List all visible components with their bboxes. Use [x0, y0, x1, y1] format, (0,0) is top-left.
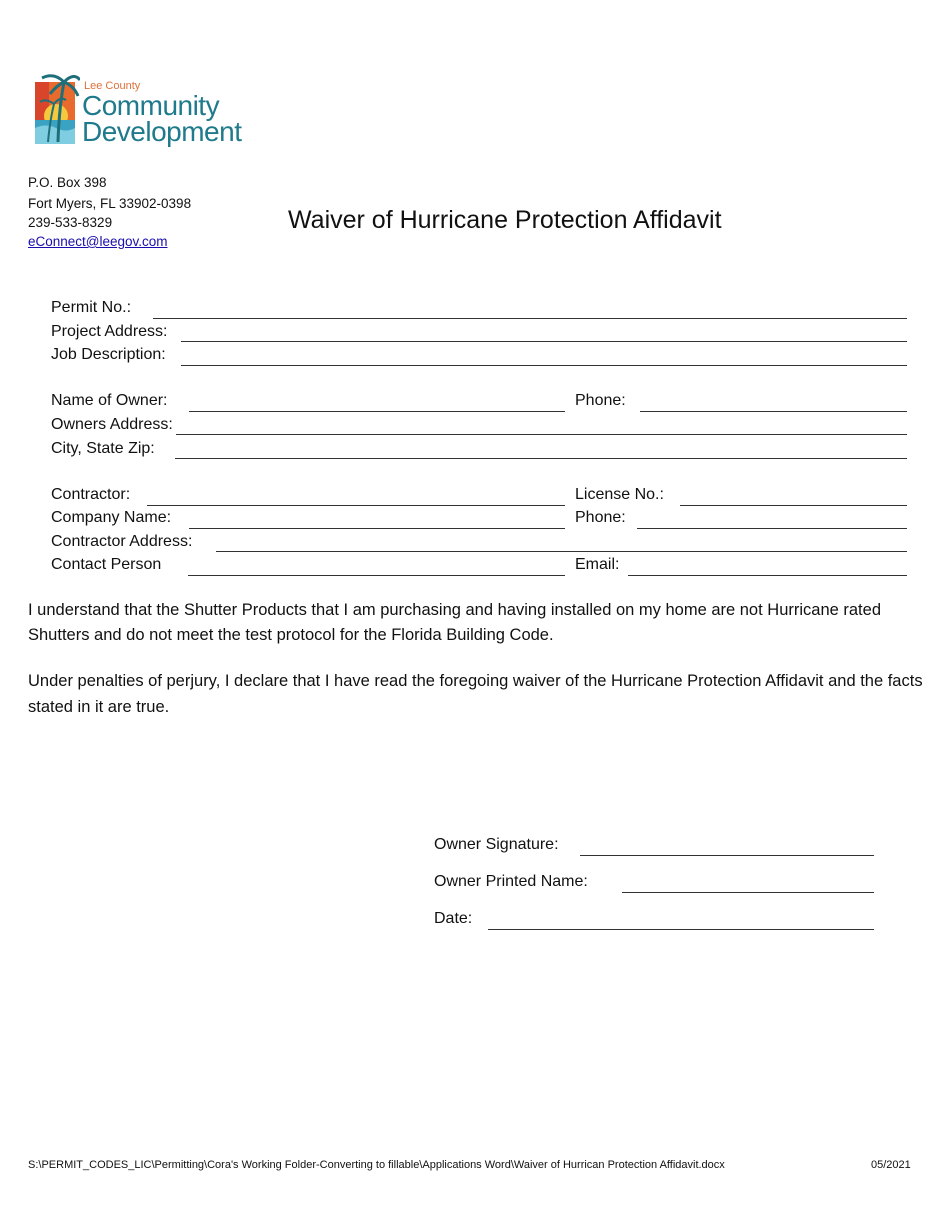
contractor-label: Contractor: [51, 486, 131, 503]
company-name-field[interactable] [189, 528, 565, 529]
email-label: Email: [575, 556, 620, 573]
job-description-field[interactable] [181, 365, 907, 366]
contractor-phone-label: Phone: [575, 509, 626, 526]
owner-city-field[interactable] [175, 458, 907, 459]
owner-city-label: City, State Zip: [51, 440, 155, 457]
owner-name-label: Name of Owner: [51, 392, 168, 409]
owner-address-field[interactable] [176, 434, 907, 435]
logo-community-text: Community [82, 90, 220, 121]
project-address-field[interactable] [181, 341, 907, 342]
owner-phone-field[interactable] [640, 411, 907, 412]
contact-person-label: Contact Person [51, 556, 162, 573]
understand-statement: I understand that the Shutter Products that I am purchasing and having installed on my home are not Hurricane rated Shutters and do not meet the test protocol for the Florida Building Code. [28, 601, 881, 644]
email-link[interactable]: eConnect@leegov.com [28, 234, 168, 249]
owner-name-field[interactable] [189, 411, 565, 412]
contractor-field[interactable] [147, 505, 565, 506]
lee-county-logo [34, 68, 264, 152]
logo-development-text: Development [82, 116, 242, 147]
permit-no-field[interactable] [153, 318, 907, 319]
logo-county-text: Lee County [84, 80, 141, 92]
perjury-statement: Under penalties of perjury, I declare that I have read the foregoing waiver of the Hurricane Protection Affidavit and the facts stated in it are true. [28, 672, 923, 716]
address-email-wrapper [28, 233, 168, 251]
company-name-label: Company Name: [51, 509, 172, 526]
owner-address-label: Owners Address: [51, 416, 173, 433]
job-description-label: Job Description: [51, 346, 166, 363]
license-no-label: License No.: [575, 486, 664, 503]
owner-printed-name-label: Owner Printed Name: [434, 873, 588, 890]
permit-no-label: Permit No.: [51, 299, 132, 316]
footer-date: 05/2021 [871, 1159, 911, 1171]
date-label: Date: [434, 910, 473, 927]
footer-file-path: S:\PERMIT_CODES_LIC\Permitting\Cora's Working Folder-Converting to fillable\Applications Word\Waiver of Hurrican Protection Affidavit.docx [28, 1159, 725, 1171]
contractor-phone-field[interactable] [637, 528, 907, 529]
contact-person-field[interactable] [188, 575, 565, 576]
project-address-label: Project Address: [51, 323, 168, 340]
contractor-address-field[interactable] [216, 551, 907, 552]
address-phone: 239-533-8329 [28, 215, 113, 230]
address-po-box: P.O. Box 398 [28, 175, 107, 190]
owner-signature-label: Owner Signature: [434, 836, 559, 853]
email-field[interactable] [628, 575, 907, 576]
page-title: Waiver of Hurricane Protection Affidavit [288, 206, 722, 234]
address-city: Fort Myers, FL 33902-0398 [28, 196, 192, 211]
owner-signature-field[interactable] [580, 855, 874, 856]
palm-tree-logo-icon [34, 68, 80, 146]
date-field[interactable] [488, 929, 874, 930]
owner-phone-label: Phone: [575, 392, 626, 409]
contractor-address-label: Contractor Address: [51, 533, 193, 550]
owner-printed-name-field[interactable] [622, 892, 874, 893]
license-no-field[interactable] [680, 505, 907, 506]
